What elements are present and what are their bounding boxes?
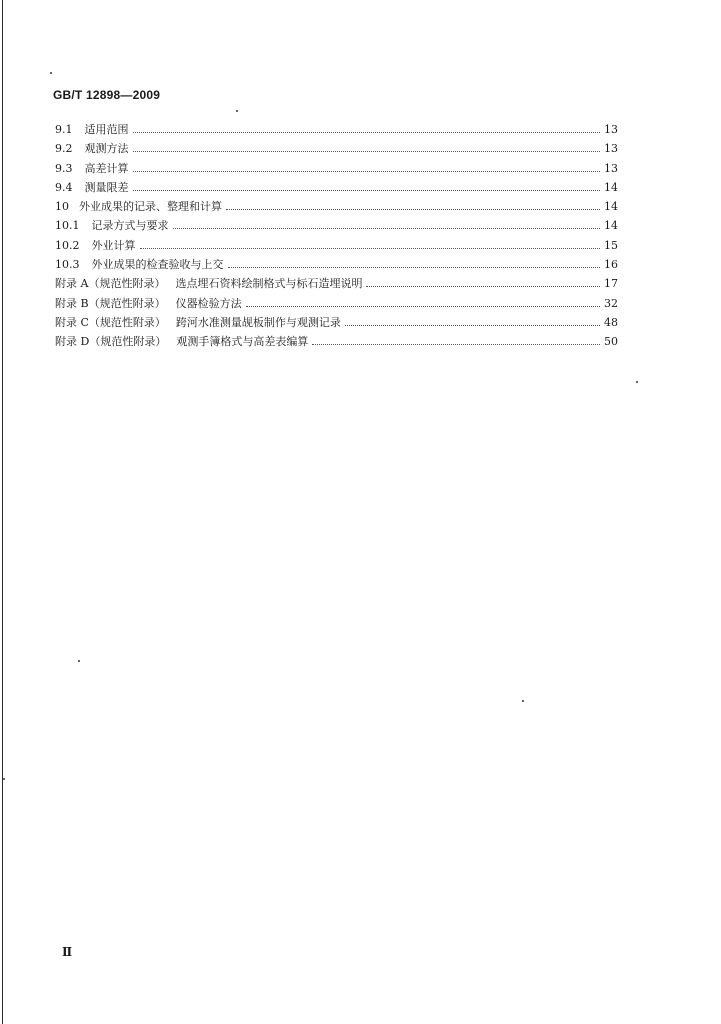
toc-entry-number: 9.3: [55, 161, 73, 175]
page-number: Ⅱ: [62, 945, 73, 959]
toc-entry-title: 适用范围: [84, 123, 129, 136]
toc-entry-page: 16: [604, 258, 618, 272]
toc-entry-number: 10.1: [55, 219, 80, 233]
toc-entry-page: 17: [604, 277, 618, 291]
toc-entry-number: 9.1: [55, 123, 73, 136]
toc-entry[interactable]: [55, 159, 618, 178]
toc-entry-title: 外业成果的记录、整理和计算: [79, 200, 222, 214]
toc-entry-number: 附录 D（规范性附录）: [55, 335, 167, 349]
toc-entry-number: 10.3: [55, 258, 80, 272]
toc-entry-page: 32: [604, 296, 618, 310]
toc-dot-leader: [133, 171, 601, 172]
toc-entry-page: 14: [604, 219, 618, 233]
toc-entry[interactable]: [55, 236, 618, 255]
toc-dot-leader: [133, 190, 601, 191]
scan-speck: [522, 700, 524, 702]
toc-entry-number: 附录 A（规范性附录）: [55, 277, 166, 291]
toc-entry-title: 跨河水准测量觇板制作与观测记录: [175, 315, 341, 329]
toc-entry-number: 9.4: [55, 180, 73, 194]
toc-entry[interactable]: [55, 294, 618, 313]
page-edge-rule: [2, 0, 3, 1024]
toc-entry[interactable]: [55, 255, 618, 274]
toc-dot-leader: [173, 228, 601, 229]
toc-entry-page: 48: [604, 315, 618, 329]
toc-entry-title: 观测手簿格式与高差表编算: [176, 335, 309, 349]
toc-entry-page: 13: [604, 123, 618, 136]
toc-dot-leader: [345, 325, 600, 326]
toc-entry-title: 测量限差: [84, 180, 129, 194]
toc-entry-number: 附录 B（规范性附录）: [55, 296, 166, 310]
standard-code-header: GB/T 12898—2009: [53, 88, 161, 102]
toc-entry-page: 50: [604, 335, 618, 349]
toc-entry[interactable]: [55, 178, 618, 197]
toc-dot-leader: [133, 132, 601, 133]
toc-entry[interactable]: [55, 120, 618, 139]
scan-speck: [636, 381, 638, 383]
toc-entry[interactable]: [55, 197, 618, 216]
toc-entry-number: 9.2: [55, 142, 73, 156]
toc-entry-title: 选点埋石资料绘制格式与标石造埋说明: [175, 277, 363, 291]
scan-speck: [50, 72, 52, 74]
toc-entry-title: 外业成果的检查验收与上交: [91, 258, 224, 272]
toc-entry-page: 13: [604, 142, 618, 156]
toc-entry-number: 附录 C（规范性附录）: [55, 315, 166, 329]
toc-entry[interactable]: [55, 216, 618, 235]
toc-entry-title: 观测方法: [84, 142, 129, 156]
table-of-contents: [55, 120, 618, 352]
toc-entry-title: 仪器检验方法: [175, 296, 242, 310]
toc-dot-leader: [228, 267, 601, 268]
toc-entry[interactable]: [55, 274, 618, 293]
toc-entry-title: 外业计算: [91, 238, 136, 252]
toc-dot-leader: [226, 209, 600, 210]
toc-entry-title: 记录方式与要求: [91, 219, 169, 233]
scan-speck: [3, 778, 5, 780]
toc-entry-number: 10: [55, 200, 69, 214]
toc-entry-page: 14: [604, 200, 618, 214]
toc-dot-leader: [133, 151, 601, 152]
toc-entry-page: 13: [604, 161, 618, 175]
toc-entry-page: 14: [604, 180, 618, 194]
toc-dot-leader: [312, 344, 600, 345]
toc-entry[interactable]: [55, 139, 618, 158]
scan-speck: [236, 110, 238, 112]
toc-entry[interactable]: [55, 313, 618, 332]
toc-dot-leader: [366, 286, 600, 287]
toc-entry-title: 高差计算: [84, 161, 129, 175]
toc-entry-number: 10.2: [55, 238, 80, 252]
toc-entry[interactable]: [55, 332, 618, 351]
toc-entry-page: 15: [604, 238, 618, 252]
toc-dot-leader: [140, 248, 601, 249]
scan-speck: [78, 660, 80, 662]
toc-dot-leader: [246, 306, 600, 307]
